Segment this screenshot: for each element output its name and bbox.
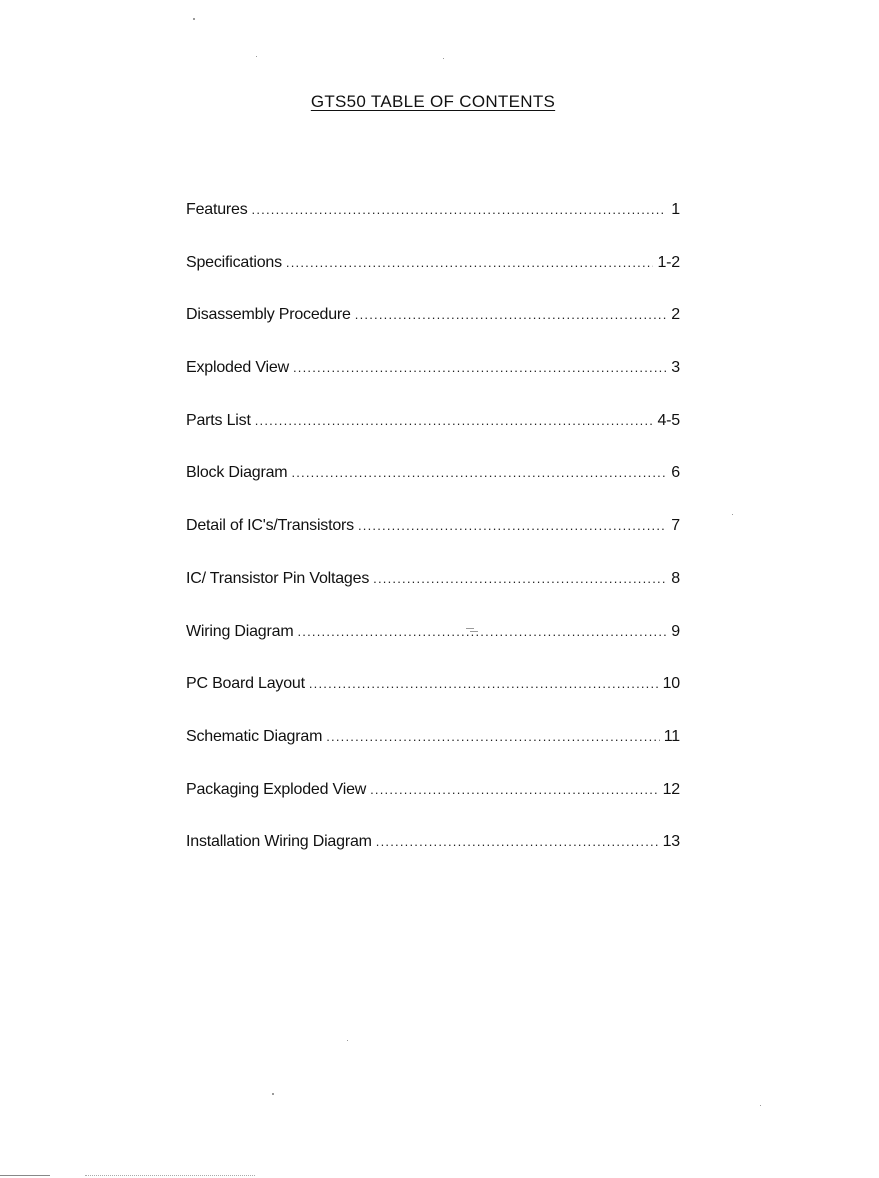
toc-entry-label: Detail of IC's/Transistors: [186, 517, 354, 535]
dot-leader: [297, 624, 666, 639]
toc-entry-schematic-diagram: [186, 728, 680, 781]
scan-speck: [272, 1093, 274, 1095]
toc-entry-label: Installation Wiring Diagram: [186, 833, 372, 851]
toc-entry-page: 8: [671, 569, 680, 587]
scan-edge-line: [0, 1175, 50, 1176]
toc-entry-specifications: [186, 254, 680, 307]
toc-entry-ic-transistor-pin-voltages: [186, 570, 680, 623]
toc-entry-disassembly-procedure: [186, 306, 680, 359]
dot-leader: [355, 307, 666, 322]
dot-leader: [373, 571, 666, 586]
scan-speck: [470, 631, 478, 632]
toc-entry-page: 1-2: [657, 253, 680, 271]
toc-entry-label: Specifications: [186, 253, 282, 271]
toc-entry-page: 13: [662, 833, 680, 851]
scan-speck: [347, 1040, 348, 1041]
toc-entry-page: 3: [671, 359, 680, 377]
toc-entry-label: Block Diagram: [186, 464, 288, 482]
toc-entry-page: 6: [671, 464, 680, 482]
dot-leader: [370, 782, 658, 797]
scan-speck: [256, 56, 257, 57]
page-title: GTS50 TABLE OF CONTENTS: [310, 92, 556, 111]
dot-leader: [309, 676, 659, 691]
toc-entry-label: Packaging Exploded View: [186, 780, 367, 798]
toc-entry-block-diagram: [186, 464, 680, 517]
toc-entry-label: Features: [186, 201, 248, 218]
toc-entry-detail-of-ics-transistors: [186, 517, 680, 570]
dot-leader: [376, 834, 659, 849]
toc-entry-label: Parts List: [186, 411, 251, 429]
table-of-contents: [186, 201, 680, 886]
toc-entry-label: IC/ Transistor Pin Voltages: [186, 569, 370, 587]
toc-entry-label: Exploded View: [186, 359, 289, 377]
toc-entry-page: 4-5: [657, 411, 680, 429]
dot-leader: [358, 518, 666, 533]
toc-entry-parts-list: [186, 412, 680, 465]
toc-entry-label: Wiring Diagram: [186, 622, 294, 640]
toc-entry-label: Schematic Diagram: [186, 727, 323, 745]
toc-entry-label: PC Board Layout: [186, 675, 305, 693]
scan-speck: [732, 514, 733, 515]
toc-entry-packaging-exploded-view: [186, 781, 680, 834]
toc-entry-page: 12: [662, 780, 680, 798]
toc-entry-page: 11: [663, 727, 680, 745]
toc-entry-page: 10: [662, 675, 680, 693]
dot-leader: [255, 413, 654, 428]
scan-edge-line: [85, 1175, 255, 1177]
scan-speck: [760, 1105, 761, 1106]
toc-entry-page: 9: [671, 622, 680, 640]
dot-leader: [291, 465, 666, 480]
toc-entry-pc-board-layout: [186, 675, 680, 728]
toc-entry-features: [186, 201, 680, 254]
dot-leader: [252, 202, 666, 217]
toc-entry-label: Disassembly Procedure: [186, 306, 351, 324]
dot-leader: [293, 360, 666, 375]
toc-entry-exploded-view: [186, 359, 680, 412]
dot-leader: [286, 255, 654, 270]
toc-entry-wiring-diagram: [186, 623, 680, 676]
scan-speck: [466, 628, 474, 629]
toc-entry-installation-wiring-diagram: [186, 833, 680, 886]
scan-speck: [443, 58, 444, 59]
toc-entry-page: 7: [671, 517, 680, 535]
dot-leader: [326, 729, 660, 744]
toc-entry-page: 1: [671, 201, 680, 218]
scan-speck: [193, 18, 195, 20]
toc-entry-page: 2: [671, 306, 680, 324]
